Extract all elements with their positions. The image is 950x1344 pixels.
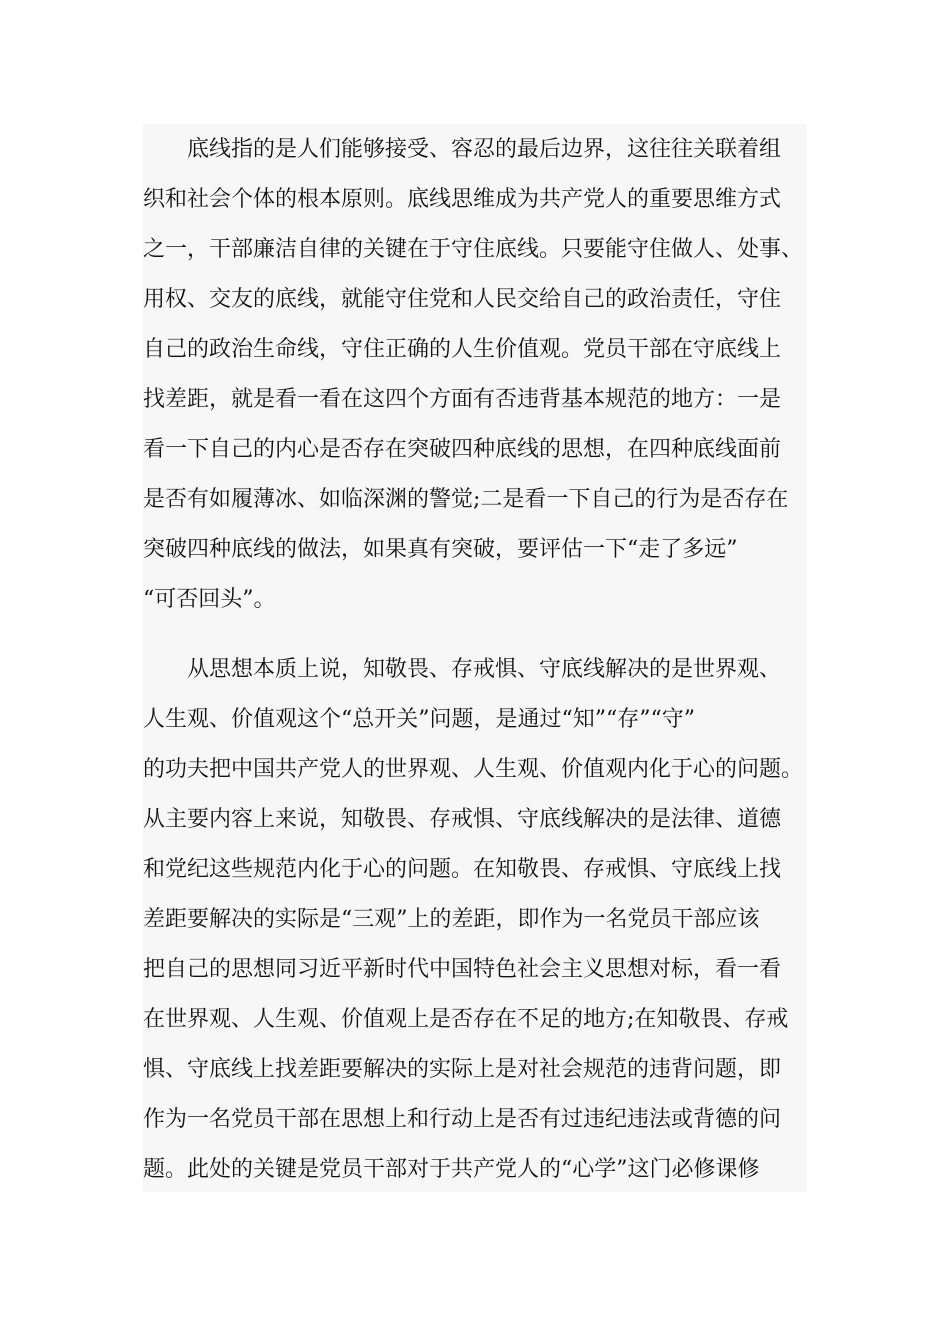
paragraph-1-line-4: 用权、交友的底线，就能守住党和人民交给自己的政治责任，守住 xyxy=(143,287,782,312)
paragraph-2-line-9: 惧、守底线上找差距要解决的实际上是对社会规范的违背问题，即 xyxy=(143,1057,782,1082)
paragraph-1-line-2: 织和社会个体的根本原则。底线思维成为共产党人的重要思维方式 xyxy=(143,187,782,212)
paragraph-1-line-5: 自己的政治生命线，守住正确的人生价值观。党员干部在守底线上 xyxy=(143,337,782,362)
paragraph-2-line-5: 和党纪这些规范内化于心的问题。在知敬畏、存戒惧、守底线上找 xyxy=(143,857,782,882)
document-body xyxy=(143,124,807,1192)
paragraph-1-line-3: 之一，干部廉洁自律的关键在于守住底线。只要能守住做人、处事、 xyxy=(143,237,804,262)
paragraph-2-line-2: 人生观、价值观这个“总开关”问题，是通过“知”“存”“守” xyxy=(143,707,695,732)
paragraph-1-line-10: “可否回头”。 xyxy=(143,587,276,612)
paragraph-2-line-4: 从主要内容上来说，知敬畏、存戒惧、守底线解决的是法律、道德 xyxy=(143,807,782,832)
paragraph-2-line-1: 从思想本质上说，知敬畏、存戒惧、守底线解决的是世界观、 xyxy=(143,657,782,682)
paragraph-2-line-8: 在世界观、人生观、价值观上是否存在不足的地方;在知敬畏、存戒 xyxy=(143,1007,789,1032)
paragraph-2-line-6: 差距要解决的实际是“三观”上的差距，即作为一名党员干部应该 xyxy=(143,907,760,932)
paragraph-1-line-8: 是否有如履薄冰、如临深渊的警觉;二是看一下自己的行为是否存在 xyxy=(143,487,789,512)
paragraph-2-line-10: 作为一名党员干部在思想上和行动上是否有过违纪违法或背德的问 xyxy=(143,1107,782,1132)
paragraph-1-line-6: 找差距，就是看一看在这四个方面有否违背基本规范的地方：一是 xyxy=(143,387,782,412)
paragraph-2-line-7: 把自己的思想同习近平新时代中国特色社会主义思想对标，看一看 xyxy=(143,957,782,982)
paragraph-1-line-7: 看一下自己的内心是否存在突破四种底线的思想，在四种底线面前 xyxy=(143,437,782,462)
paragraph-1-line-1: 底线指的是人们能够接受、容忍的最后边界，这往往关联着组 xyxy=(143,137,782,162)
paragraph-2-line-11: 题。此处的关键是党员干部对于共产党人的“心学”这门必修课修 xyxy=(143,1157,760,1182)
paragraph-1-line-9: 突破四种底线的做法，如果真有突破，要评估一下“走了多远” xyxy=(143,537,738,562)
paragraph-2-line-3: 的功夫把中国共产党人的世界观、人生观、价值观内化于心的问题。 xyxy=(143,757,804,782)
